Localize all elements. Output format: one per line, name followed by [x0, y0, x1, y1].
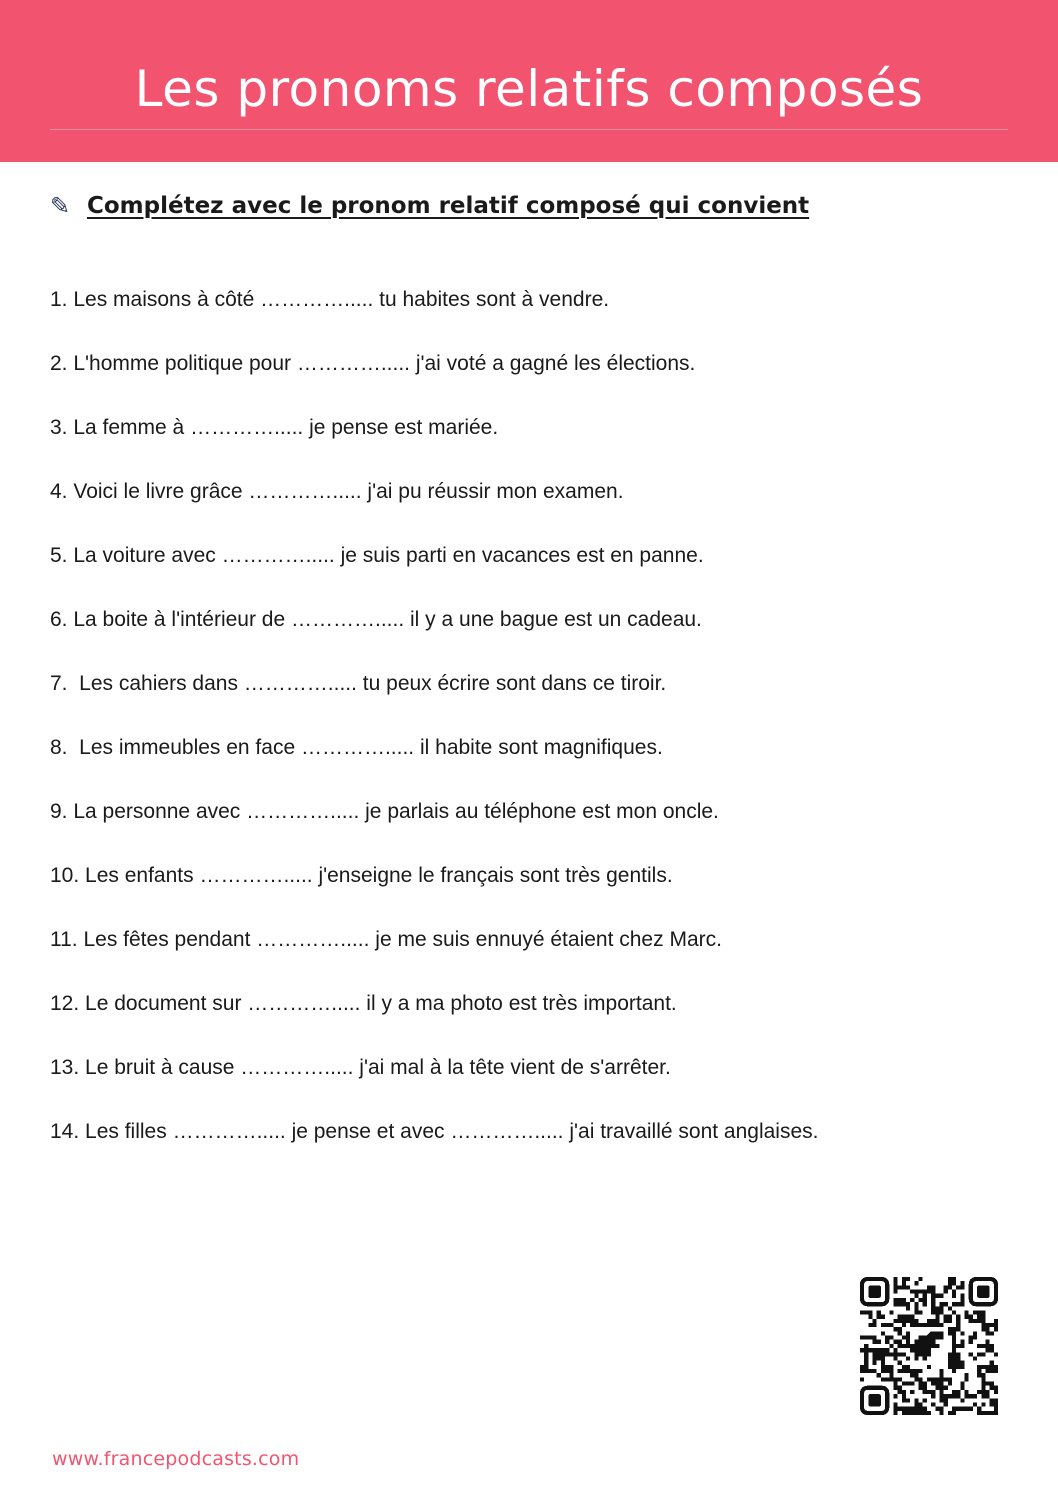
exercise-item: 7. Les cahiers dans …………..... tu peux écrire sont dans ce tiroir. [50, 672, 667, 695]
exercise-list [50, 282, 819, 1178]
exercise-item: 4. Voici le livre grâce …………..... j'ai pu réussir mon examen. [50, 480, 624, 503]
exercise-item: 12. Le document sur …………..... il y a ma photo est très important. [50, 992, 677, 1015]
exercise-item: 9. La personne avec …………..... je parlais au téléphone est mon oncle. [50, 800, 719, 823]
exercise-item: 13. Le bruit à cause …………..... j'ai mal à la tête vient de s'arrêter. [50, 1056, 671, 1079]
exercise-item: 10. Les enfants …………..... j'enseigne le français sont très gentils. [50, 864, 673, 887]
qr-code[interactable] [860, 1277, 998, 1415]
qr-finder-center [977, 1285, 990, 1298]
footer-url[interactable]: www.francepodcasts.com [52, 1448, 300, 1470]
exercise-item: 11. Les fêtes pendant …………..... je me suis ennuyé étaient chez Marc. [50, 928, 722, 951]
qr-finder-center [868, 1285, 881, 1298]
exercise-item: 6. La boite à l'intérieur de …………..... il y a une bague est un cadeau. [50, 608, 702, 631]
exercise-item: 1. Les maisons à côté …………..... tu habites sont à vendre. [50, 288, 610, 311]
header-divider [50, 129, 1008, 130]
exercise-item: 5. La voiture avec …………..... je suis parti en vacances est en panne. [50, 544, 704, 567]
instruction-text: Complétez avec le pronom relatif composé qui convient [87, 193, 810, 219]
qr-finder-center [868, 1394, 881, 1407]
exercise-item: 8. Les immeubles en face …………..... il habite sont magnifiques. [50, 736, 663, 759]
dino-icon [906, 1331, 944, 1360]
page-title: Les pronoms relatifs composés [134, 60, 924, 118]
page-header [0, 0, 1058, 162]
exercise-instruction [50, 188, 809, 224]
exercise-item: 3. La femme à …………..... je pense est mariée. [50, 416, 499, 439]
exercise-item: 14. Les filles …………..... je pense et avec …………..... j'ai travaillé sont anglaises. [50, 1120, 819, 1143]
exercise-item: 2. L'homme politique pour …………..... j'ai voté a gagné les élections. [50, 352, 696, 375]
pencil-icon: ✎ [50, 192, 71, 220]
